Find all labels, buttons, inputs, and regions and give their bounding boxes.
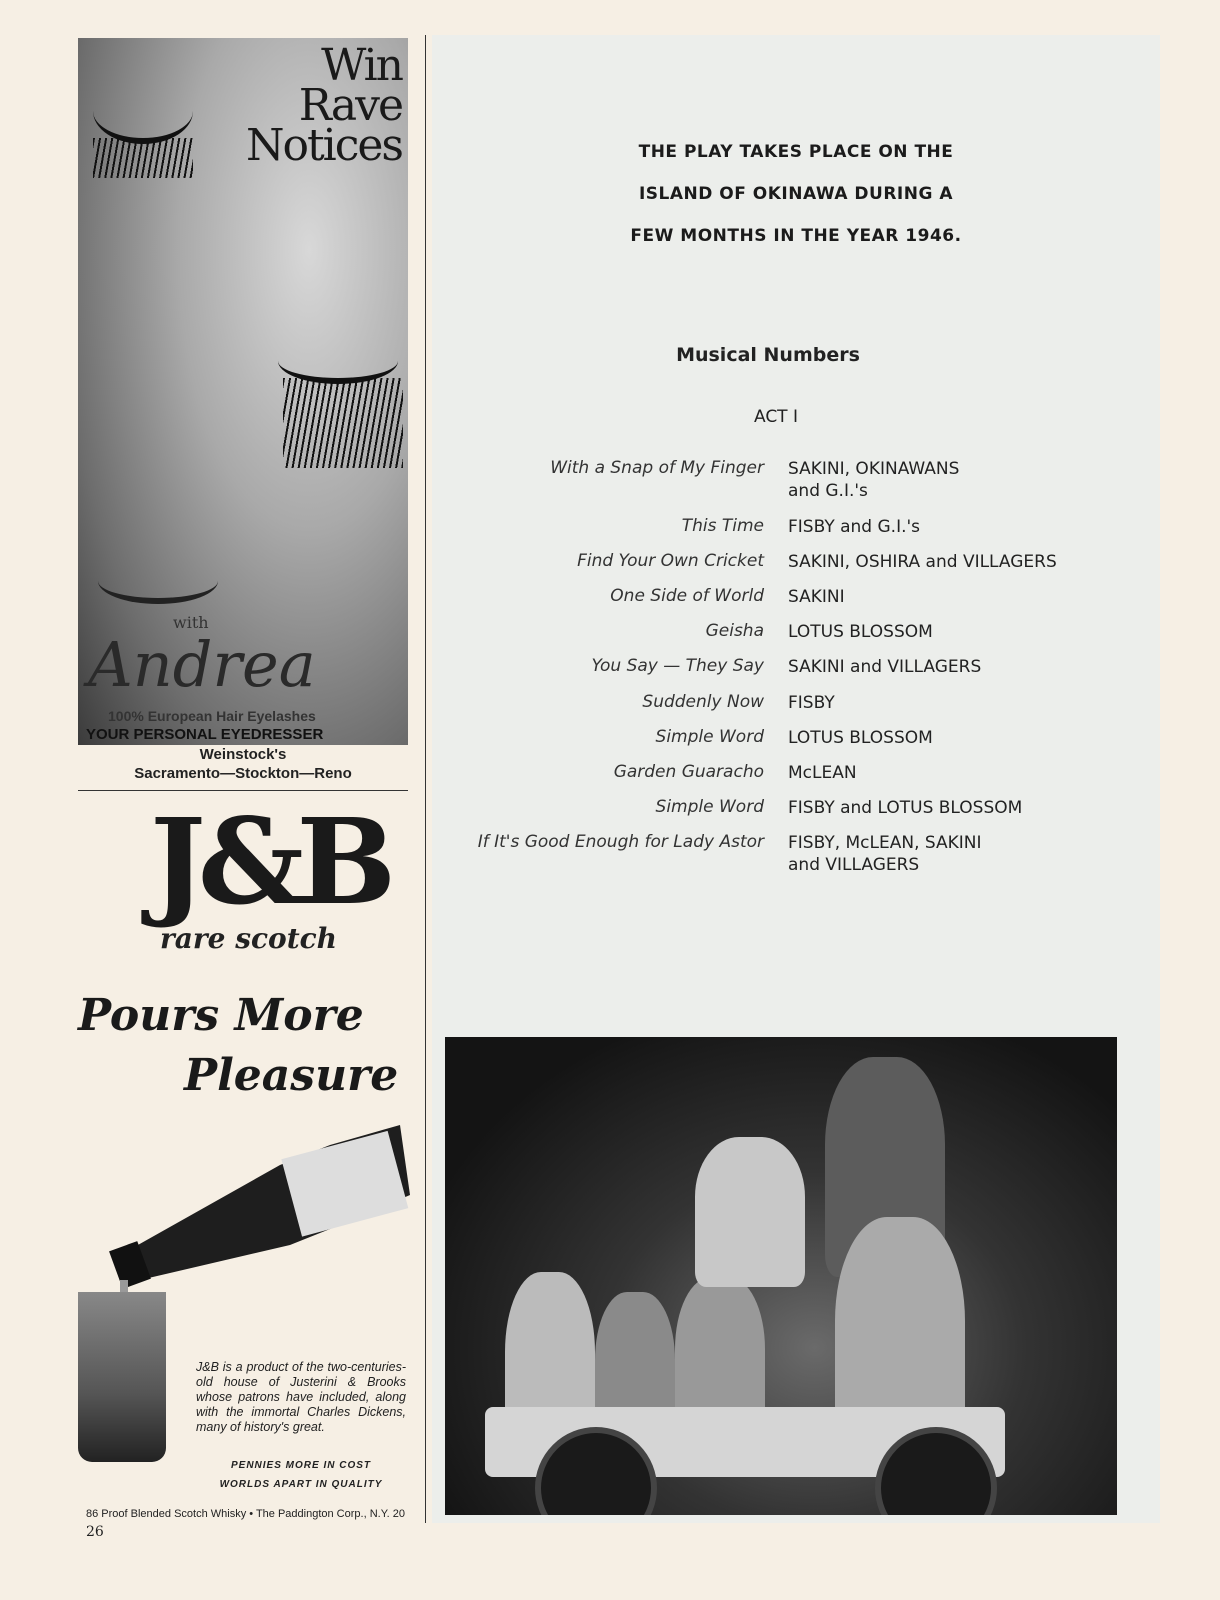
page-number: 26 (86, 1524, 104, 1540)
jb-tagline: PENNIES MORE IN COST (230, 1460, 371, 1471)
performers-line: SAKINI, OKINAWANS (788, 459, 960, 479)
song-title: You Say — They Say (591, 656, 764, 676)
act-heading: ACT I (753, 407, 798, 427)
andrea-logo: Andrea (88, 628, 316, 701)
headline-line: Notices (245, 120, 402, 171)
jb-headline: Pours More (78, 990, 364, 1041)
song-title: One Side of World (610, 586, 764, 606)
production-photo (445, 1037, 1117, 1515)
performers-line: LOTUS BLOSSOM (788, 728, 933, 748)
song-title: Geisha (705, 621, 764, 641)
song-title: With a Snap of My Finger (550, 458, 764, 478)
song-performers (788, 586, 845, 608)
setting-text: THE PLAY TAKES PLACE ON THE (638, 142, 954, 162)
setting-text: ISLAND OF OKINAWA DURING A (638, 184, 954, 204)
andrea-tagline: YOUR PERSONAL EYEDRESSER (86, 726, 324, 743)
song-performers (788, 797, 1022, 819)
jb-logo: J&B (150, 792, 389, 931)
jb-subtitle: rare scotch (160, 922, 338, 955)
jb-tagline: WORLDS APART IN QUALITY (219, 1479, 383, 1490)
song-performers (788, 832, 982, 876)
store-name: Weinstock's (199, 746, 287, 763)
performers-line: McLEAN (788, 763, 857, 783)
song-performers (788, 762, 857, 784)
performers-line: FISBY and G.I.'s (788, 517, 921, 537)
performers-line: FISBY and LOTUS BLOSSOM (788, 798, 1023, 818)
song-performers (788, 516, 920, 538)
song-title: If It's Good Enough for Lady Astor (477, 832, 764, 852)
song-performers (788, 458, 959, 502)
headline-line: Rave (298, 80, 402, 131)
song-performers (788, 692, 835, 714)
column-divider (425, 35, 426, 1523)
song-performers (788, 727, 933, 749)
glass-image (78, 1292, 166, 1462)
performers-line: SAKINI and VILLAGERS (788, 657, 982, 677)
lips-image (98, 558, 218, 604)
song-performers (788, 551, 1057, 573)
andrea-ad (78, 38, 408, 745)
song-title: This Time (681, 516, 764, 536)
song-title: Simple Word (655, 727, 764, 747)
eyelash-image (93, 138, 193, 178)
andrea-with: with (173, 613, 209, 632)
store-locations: Sacramento—Stockton—Reno (134, 765, 352, 782)
andrea-headline (245, 40, 402, 171)
song-title: Suddenly Now (642, 692, 764, 712)
performers-line: and G.I.'s (788, 481, 868, 501)
headline-line: Win (321, 40, 402, 91)
song-performers (788, 621, 933, 643)
jb-footer: 86 Proof Blended Scotch Whisky • The Paddington Corp., N.Y. 20 (86, 1508, 405, 1520)
jb-body-copy: J&B is a product of the two-centuries-old house of Justerini & Brooks whose patrons have included, along with the immortal Charles Dickens, many of history's great. (196, 1360, 406, 1434)
performers-line: SAKINI, OSHIRA and VILLAGERS (788, 552, 1057, 572)
performers-line: and VILLAGERS (788, 855, 920, 875)
ad-divider (78, 790, 408, 791)
song-title: Simple Word (655, 797, 764, 817)
eye-image (93, 78, 193, 144)
setting-text: FEW MONTHS IN THE YEAR 1946. (630, 226, 962, 246)
performers-line: SAKINI (788, 587, 845, 607)
performers-line: LOTUS BLOSSOM (788, 622, 933, 642)
song-title: Find Your Own Cricket (577, 551, 764, 571)
song-title: Garden Guaracho (613, 762, 764, 782)
performers-line: FISBY (788, 693, 835, 713)
section-title: Musical Numbers (676, 344, 860, 366)
jb-headline: Pleasure (184, 1050, 399, 1101)
song-performers (788, 656, 981, 678)
actor-figure (695, 1137, 805, 1287)
andrea-subline: 100% European Hair Eyelashes (108, 708, 316, 724)
eyelash-image (283, 378, 403, 468)
performers-line: FISBY, McLEAN, SAKINI (788, 833, 982, 853)
